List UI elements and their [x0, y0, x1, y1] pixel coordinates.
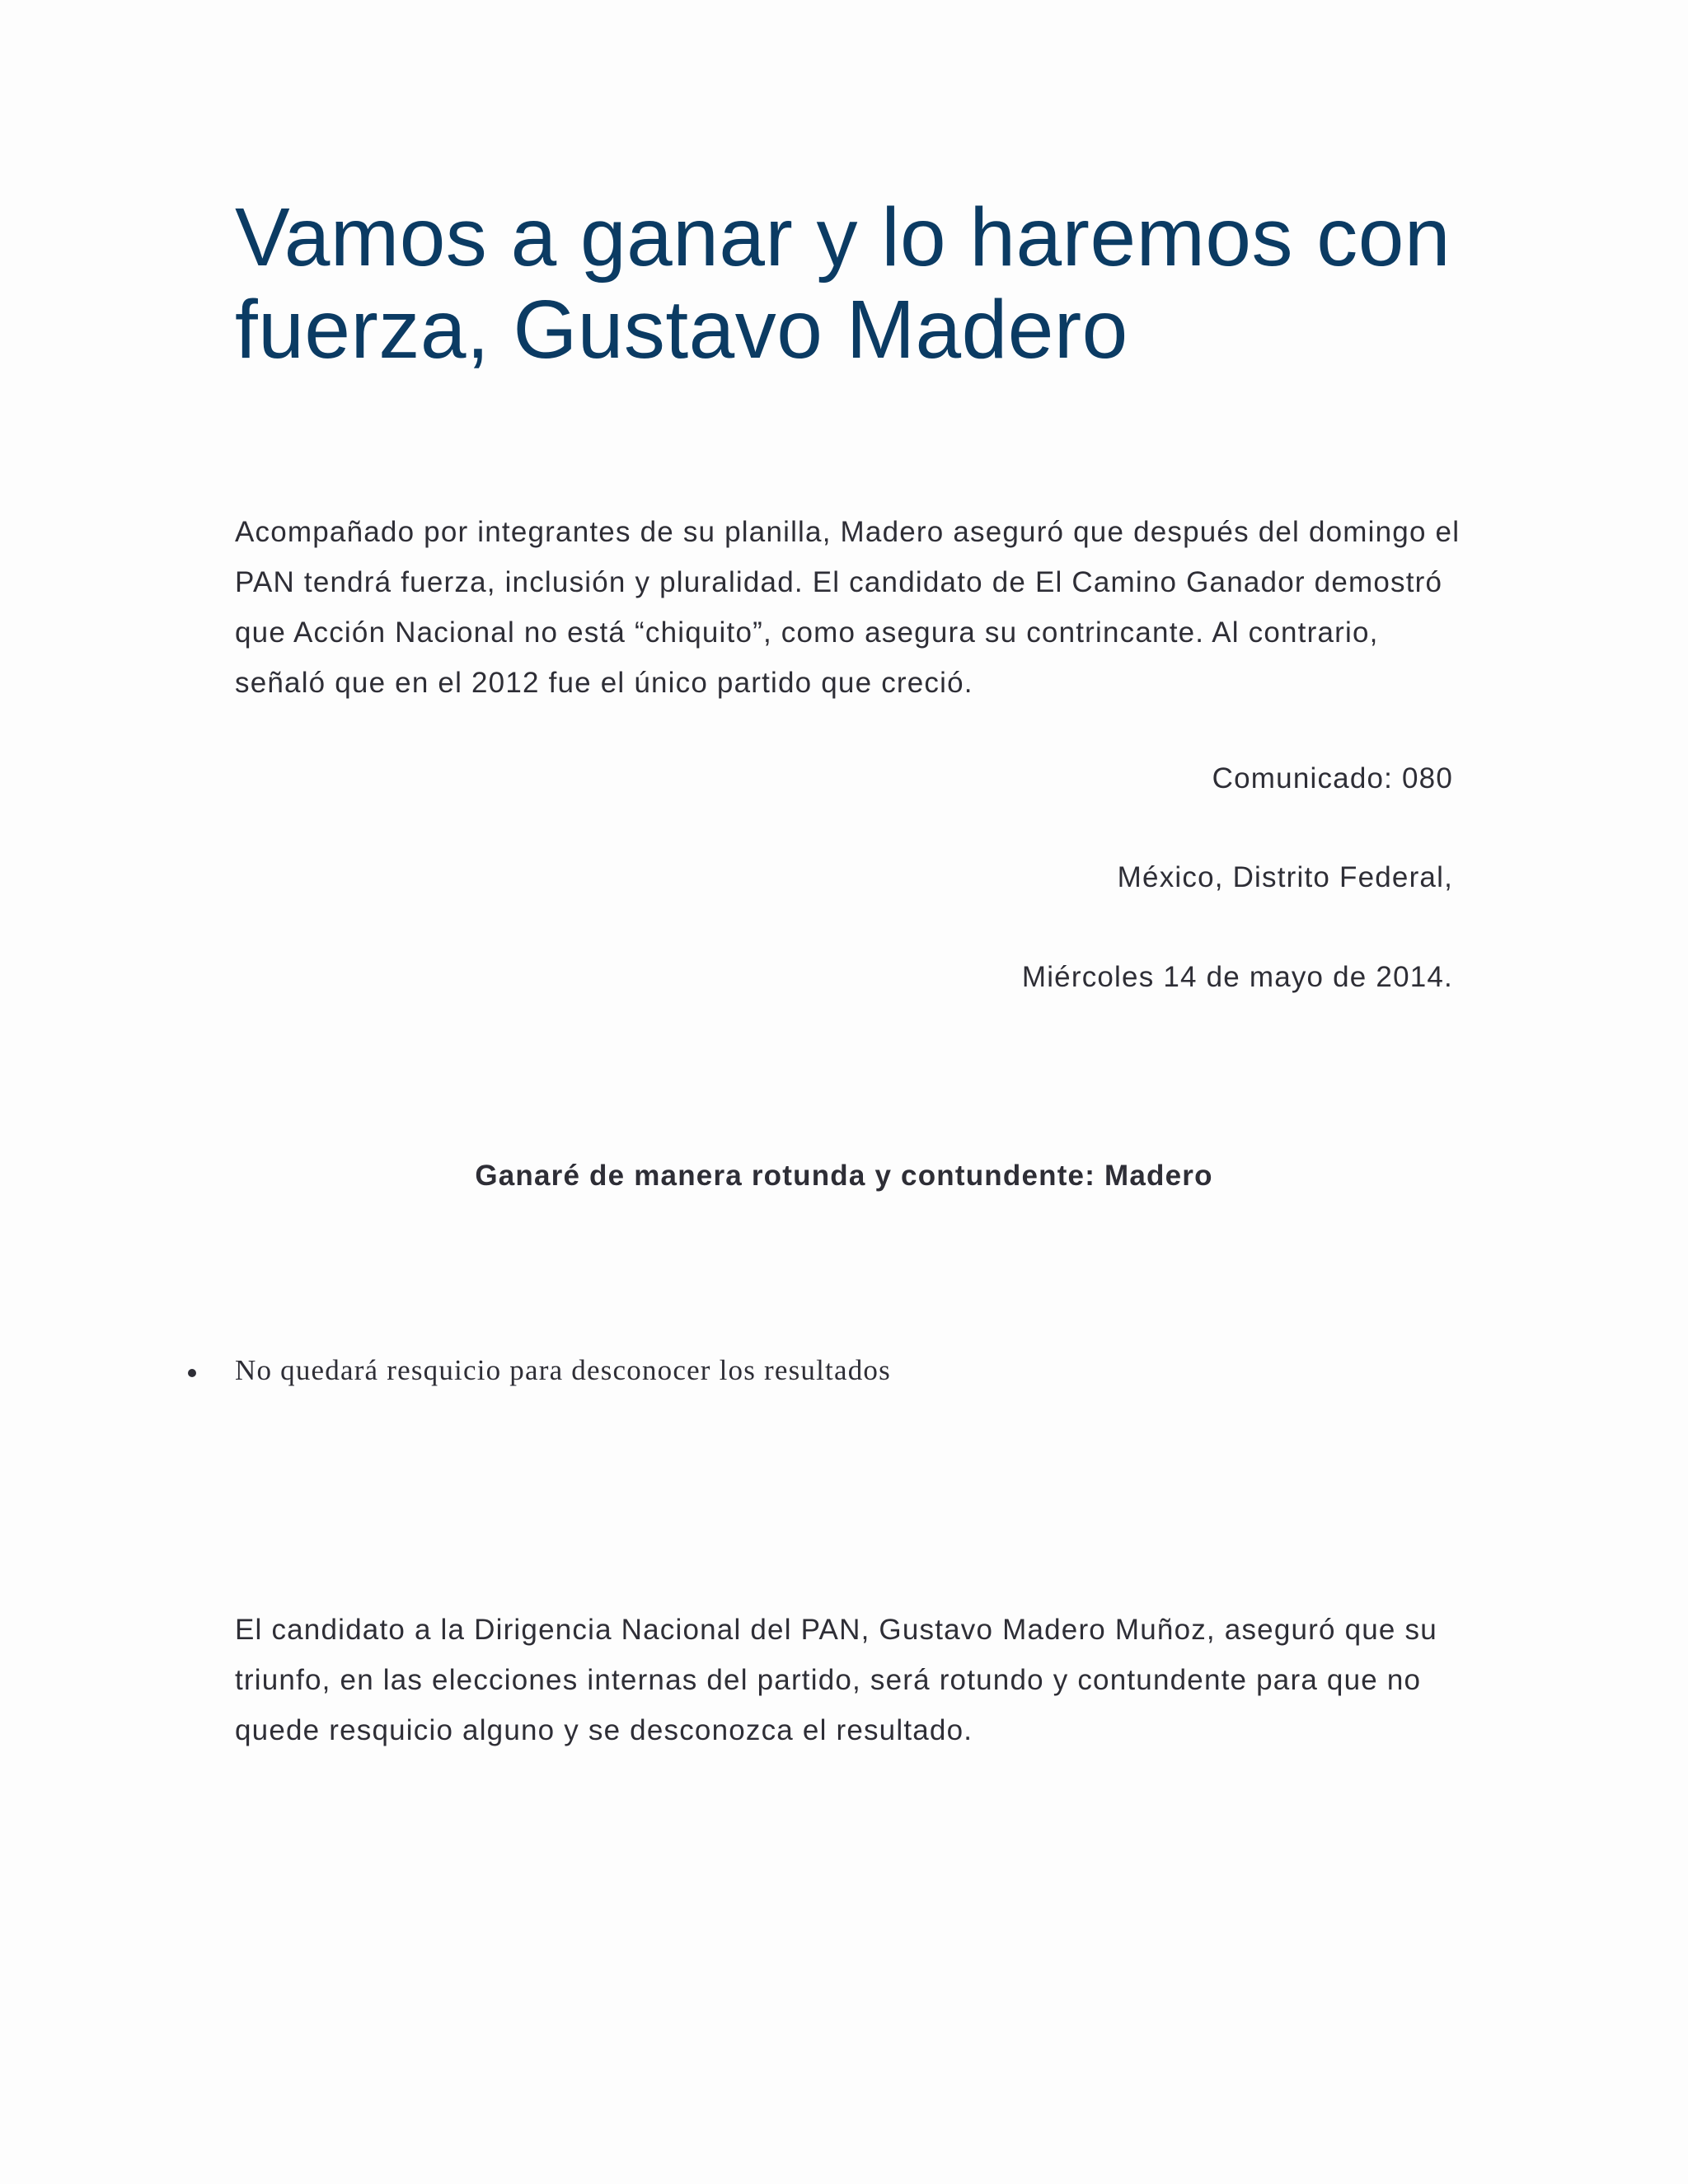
lead-paragraph: Acompañado por integrantes de su planilla, Madero aseguró que después del domingo el PAN tendrá fuerza, inclusión y pluralidad. El candidato de El Camino Ganador demostró que Acción Nacional no está “chiquito”, como asegura su contrincante. Al contrario, señaló que en el 2012 fue el único partido que creció.: [235, 516, 1461, 699]
document-title: Vamos a ganar y lo haremos con fuerza, Gustavo Madero: [235, 191, 1451, 376]
subheading: Ganaré de manera rotunda y contundente: Madero: [475, 1160, 1213, 1192]
body-paragraph: El candidato a la Dirigencia Nacional del PAN, Gustavo Madero Muñoz, aseguró que su triunfo, en las elecciones internas del partido, será rotundo y contundente para que no quede resquicio alguno y se desconozca el resultado.: [235, 1614, 1437, 1746]
bullet-text: No quedará resquicio para desconocer los resultados: [235, 1354, 891, 1386]
communique-number: Comunicado: 080: [1212, 762, 1453, 794]
location-line: México, Distrito Federal,: [1117, 861, 1453, 893]
bullet-list: [183, 1352, 891, 1389]
list-item: [183, 1352, 891, 1389]
date-line: Miércoles 14 de mayo de 2014.: [1021, 961, 1453, 993]
bullet-dot-icon: [188, 1369, 196, 1377]
